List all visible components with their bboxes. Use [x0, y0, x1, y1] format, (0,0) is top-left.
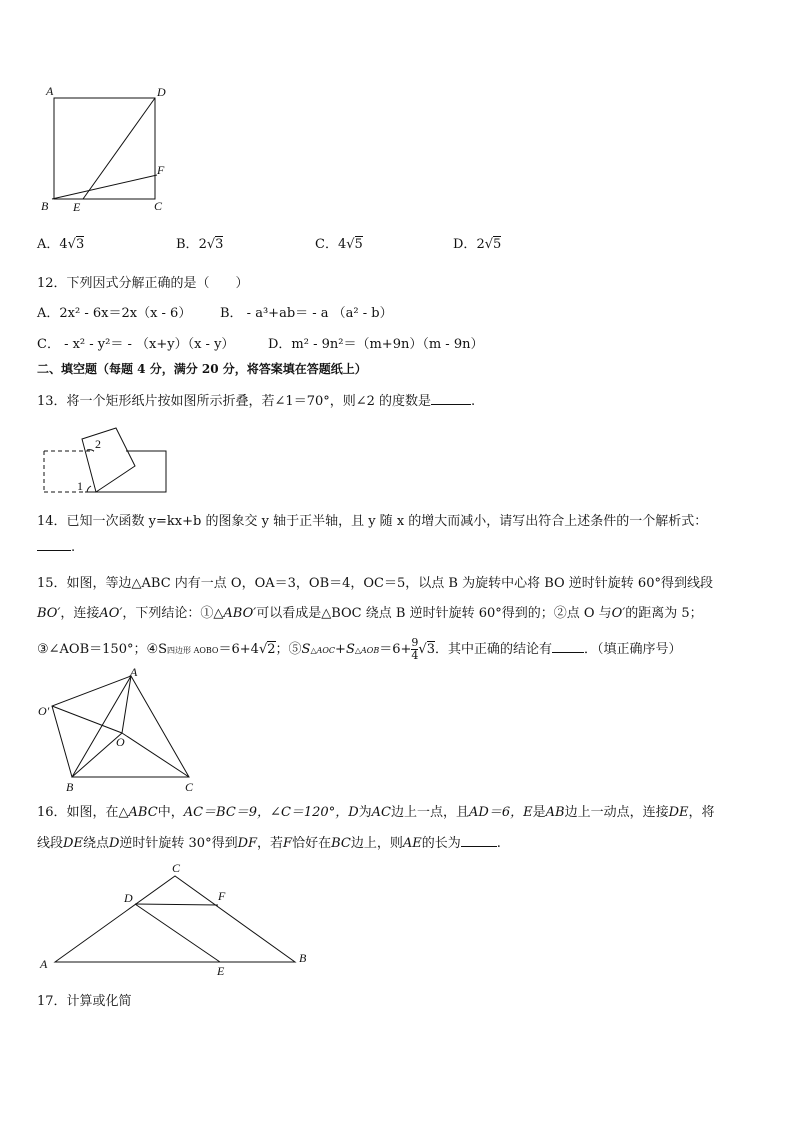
q14-answer-line — [37, 540, 75, 555]
radicand: 3 — [426, 642, 435, 657]
sqrt-icon: √ — [67, 237, 76, 252]
point-f: F — [283, 836, 293, 851]
text: 的距离为 5； — [625, 606, 703, 621]
option-letter: A． — [37, 237, 60, 252]
text: 为 — [358, 805, 372, 820]
radicand: 2 — [267, 642, 276, 657]
segment-co — [122, 733, 189, 777]
q15-line-2 — [37, 602, 703, 621]
point-d: D — [348, 805, 359, 820]
option-letter: D． — [453, 237, 477, 252]
text: 恰好在 — [292, 836, 332, 851]
sqrt-icon: √ — [484, 237, 494, 252]
section-heading-fill-blank: 二、填空题（每题 4 分，满分 20 分，将答案填在答题纸上） — [37, 362, 367, 376]
label-o-prime: O′ — [38, 704, 50, 718]
denominator: 4 — [411, 649, 419, 662]
text: 绕点 — [82, 836, 109, 851]
text: 是 — [532, 805, 546, 820]
label-e: E — [217, 964, 225, 978]
radicand: 5 — [354, 237, 363, 252]
angle-1-arc — [87, 486, 91, 492]
tri-abo-prime: ABO′ — [223, 606, 257, 621]
q17-stem: 17．计算或化简 — [37, 994, 132, 1009]
text: ，下列结论：①△ — [122, 606, 224, 621]
q14-answer-blank[interactable] — [37, 550, 71, 551]
segment-bf — [52, 175, 157, 199]
label-f: F — [157, 163, 165, 177]
text: 的长为 — [421, 836, 461, 851]
label-c: C — [185, 780, 194, 794]
text: 边上一动点，连接 — [564, 805, 669, 820]
text: ，连接 — [60, 606, 100, 621]
q11-option-c — [315, 233, 363, 252]
radicand: 3 — [215, 237, 224, 252]
figure-q15-equilateral-triangle — [35, 666, 210, 796]
plus: + — [335, 642, 346, 657]
label-b: B — [41, 199, 49, 213]
text: ，若 — [257, 836, 284, 851]
text: . — [496, 836, 501, 851]
option-letter: B． — [176, 237, 199, 252]
text: 16．如图，在 — [37, 805, 119, 820]
option-letter: C． — [315, 237, 338, 252]
label-f: F — [218, 889, 226, 903]
q12-option-d: D．m² - 9n²＝（m+9n）（m - 9n） — [268, 337, 484, 352]
label-a: A — [130, 666, 138, 679]
q12-option-b: B． - a³+ab＝ - a （a² - b） — [220, 306, 393, 321]
triangle-abc — [55, 876, 295, 962]
coef: 2 — [476, 237, 485, 252]
label-c: C — [172, 861, 181, 875]
point-o-prime: O′ — [611, 606, 626, 621]
seg-ac: AC — [371, 805, 391, 820]
text: 线段 — [37, 836, 64, 851]
label-c: C — [154, 199, 163, 213]
segment-de — [135, 904, 220, 962]
q12-stem: 12．下列因式分解正确的是（ ） — [37, 276, 249, 291]
q15-line-1: 15．如图，等边△ABC 内有一点 O，OA＝3，OB＝4，OC＝5，以点 B 为旋转中心将 BO 逆时针旋转 60°得到线段 — [37, 576, 713, 591]
text: ③∠AOB＝150°；④S — [37, 642, 168, 657]
q13-answer-blank[interactable] — [431, 404, 471, 405]
sqrt-icon: √ — [346, 237, 355, 252]
segments-ao-prime-bo-prime — [52, 676, 131, 777]
square-abcd — [54, 98, 155, 199]
seg-de: DE — [63, 836, 83, 851]
subscript-aob: △AOB — [354, 646, 380, 655]
text: 边上，则 — [350, 836, 403, 851]
q16-line-2 — [37, 832, 501, 851]
subscript-quadrilateral: 四边形 AOBO — [167, 646, 219, 655]
seg-df: DF — [237, 836, 258, 851]
q14-tail: . — [71, 540, 76, 555]
seg-ae: AE — [402, 836, 422, 851]
radicand: 5 — [493, 237, 502, 252]
seg-ao-prime: AO′ — [99, 606, 123, 621]
figure-q11-square — [36, 82, 176, 217]
q11-option-d — [453, 233, 501, 252]
q15-line-3 — [37, 637, 682, 662]
segment-bo — [72, 733, 122, 777]
seg-bc: BC — [331, 836, 351, 851]
area-s: S — [301, 642, 311, 657]
label-o: O — [116, 735, 125, 749]
label-angle-1: 1 — [77, 479, 83, 493]
point-e: E — [523, 805, 533, 820]
coef: 4 — [59, 237, 68, 252]
sqrt-icon: √ — [418, 642, 427, 657]
q16-answer-blank[interactable] — [461, 846, 497, 847]
seg-bo-prime: BO′ — [37, 606, 61, 621]
given-ad: AD＝6， — [469, 805, 524, 820]
q11-option-b — [176, 233, 223, 252]
q12-option-c: C． - x² - y²＝ - （x+y）（x - y） — [37, 337, 235, 352]
segment-df — [135, 904, 218, 905]
given-values: AC＝BC＝9，∠C＝120°， — [183, 805, 349, 820]
coef: 2 — [198, 237, 207, 252]
area-s: S — [345, 642, 355, 657]
text: ．其中正确的结论有 — [434, 642, 552, 657]
label-d: D — [124, 891, 133, 905]
label-b: B — [66, 780, 74, 794]
radicand: 3 — [75, 237, 85, 252]
text: ．（填正确序号） — [584, 642, 682, 657]
text: ＝6+4 — [218, 642, 259, 657]
text: 中， — [157, 805, 184, 820]
point-d: D — [108, 836, 120, 851]
label-angle-2: 2 — [95, 437, 101, 451]
text: ，将 — [688, 805, 715, 820]
text: ＝6+ — [379, 642, 412, 657]
numerator: 9 — [411, 636, 419, 649]
text: 可以看成是△BOC 绕点 B 逆时针旋转 60°得到的；②点 O 与 — [256, 606, 612, 621]
text: ；⑤ — [275, 642, 302, 657]
subscript-aoc: △AOC — [310, 646, 336, 655]
seg-ab: AB — [545, 805, 565, 820]
text: 边上一点，且 — [391, 805, 470, 820]
text: 逆时针旋转 30°得到 — [119, 836, 238, 851]
q15-answer-blank[interactable] — [552, 652, 584, 653]
q16-line-1 — [37, 801, 715, 820]
q13-text: 13．将一个矩形纸片按如图所示折叠，若∠1＝70°，则∠2 的度数是 — [37, 394, 432, 409]
q11-option-a — [37, 233, 84, 252]
rectangle-solid-edges — [85, 451, 166, 492]
sqrt-icon: √ — [206, 237, 216, 252]
label-d: D — [157, 85, 166, 99]
q14-stem: 14．已知一次函数 y=kx+b 的图象交 y 轴于正半轴，且 y 随 x 的增大而减小，请写出符合上述条件的一个解析式： — [37, 514, 708, 529]
label-b: B — [299, 951, 307, 965]
q13-stem — [37, 390, 475, 409]
q12-option-a: A．2x² - 6x＝2x（x - 6） — [37, 306, 192, 321]
label-a: A — [40, 957, 48, 971]
figure-q13-folded-rectangle — [38, 420, 173, 500]
q13-tail: . — [471, 394, 476, 409]
folded-flap — [82, 428, 135, 492]
seg-de: DE — [668, 805, 689, 820]
coef: 4 — [337, 237, 347, 252]
label-e: E — [73, 200, 81, 214]
sqrt-icon: √ — [258, 642, 268, 657]
tri-abc: △ABC — [118, 805, 158, 820]
label-a: A — [46, 84, 54, 98]
figure-q16-triangle — [35, 858, 325, 980]
